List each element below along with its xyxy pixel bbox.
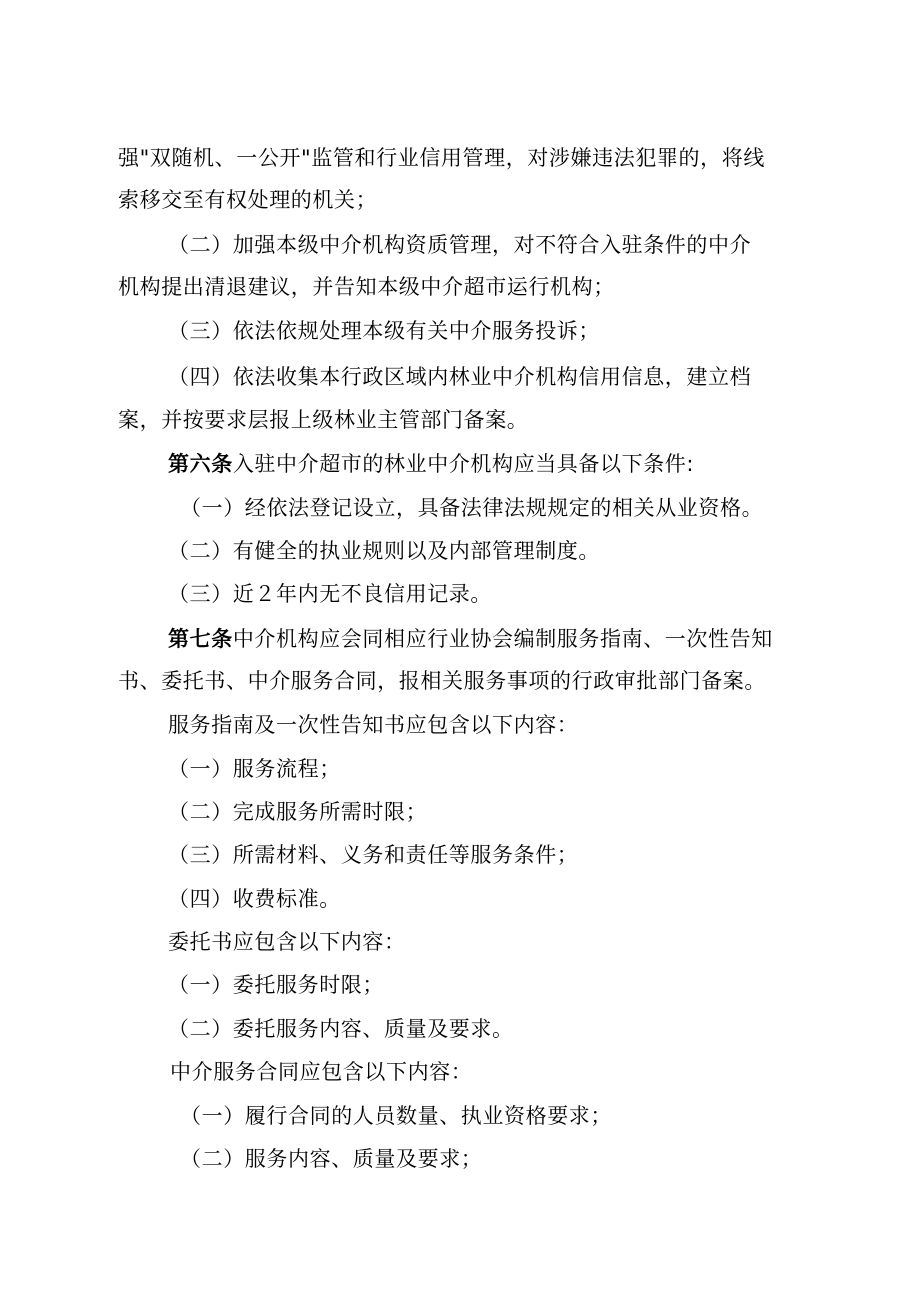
paragraph-line-15: （一）服务流程； — [168, 757, 341, 781]
article-six-text: 入驻中介超市的林业中介机构应当具备以下条件: — [232, 452, 695, 476]
article-seven-line — [168, 624, 773, 654]
paragraph-line-4: 机构提出清退建议，并告知本级中介超市运行机构； — [118, 275, 615, 299]
paragraph-line-18: （四）收费标准。 — [168, 887, 341, 911]
paragraph-line-13: 书、委托书、中介服务合同，报相关服务事项的行政审批部门备案。 — [118, 669, 766, 693]
paragraph-line-1: 强"双随机、一公开"监管和行业信用管理，对涉嫌违法犯罪的，将线 — [118, 146, 765, 170]
paragraph-line-14: 服务指南及一次性告知书应包含以下内容： — [168, 713, 579, 737]
article-six-line — [168, 449, 694, 479]
paragraph-line-24: （二）服务内容、质量及要求； — [180, 1147, 483, 1171]
paragraph-line-17: （三）所需材料、义务和责任等服务条件； — [168, 843, 579, 867]
paragraph-line-10: （二）有健全的执业规则以及内部管理制度。 — [168, 539, 600, 563]
paragraph-line-20: （一）委托服务时限； — [168, 973, 384, 997]
paragraph-line-11: （三）近２年内无不良信用记录。 — [168, 582, 492, 606]
paragraph-line-2: 索移交至有权处理的机关； — [118, 188, 378, 212]
paragraph-line-9: （一）经依法登记设立，具备法律法规规定的相关从业资格。 — [180, 496, 764, 520]
article-seven-label: 第七条 — [168, 627, 233, 651]
article-six-label: 第六条 — [168, 452, 233, 476]
paragraph-line-22: 中介服务合同应包含以下内容： — [170, 1060, 473, 1084]
paragraph-line-21: （二）委托服务内容、质量及要求。 — [168, 1017, 514, 1041]
paragraph-line-19: 委托书应包含以下内容： — [168, 930, 406, 954]
paragraph-line-23: （一）履行合同的人员数量、执业资格要求； — [180, 1104, 612, 1128]
paragraph-line-7: 案，并按要求层报上级林业主管部门备案。 — [118, 408, 529, 432]
paragraph-line-6: （四）依法收集本行政区域内林业中介机构信用信息，建立档 — [168, 365, 752, 389]
paragraph-line-5: （三）依法依规处理本级有关中介服务投诉； — [168, 319, 600, 343]
paragraph-line-16: （二）完成服务所需时限； — [168, 800, 428, 824]
paragraph-line-3: （二）加强本级中介机构资质管理，对不符合入驻条件的中介 — [168, 233, 752, 257]
article-seven-text: 中介机构应会同相应行业协会编制服务指南、一次性告知 — [232, 627, 773, 651]
